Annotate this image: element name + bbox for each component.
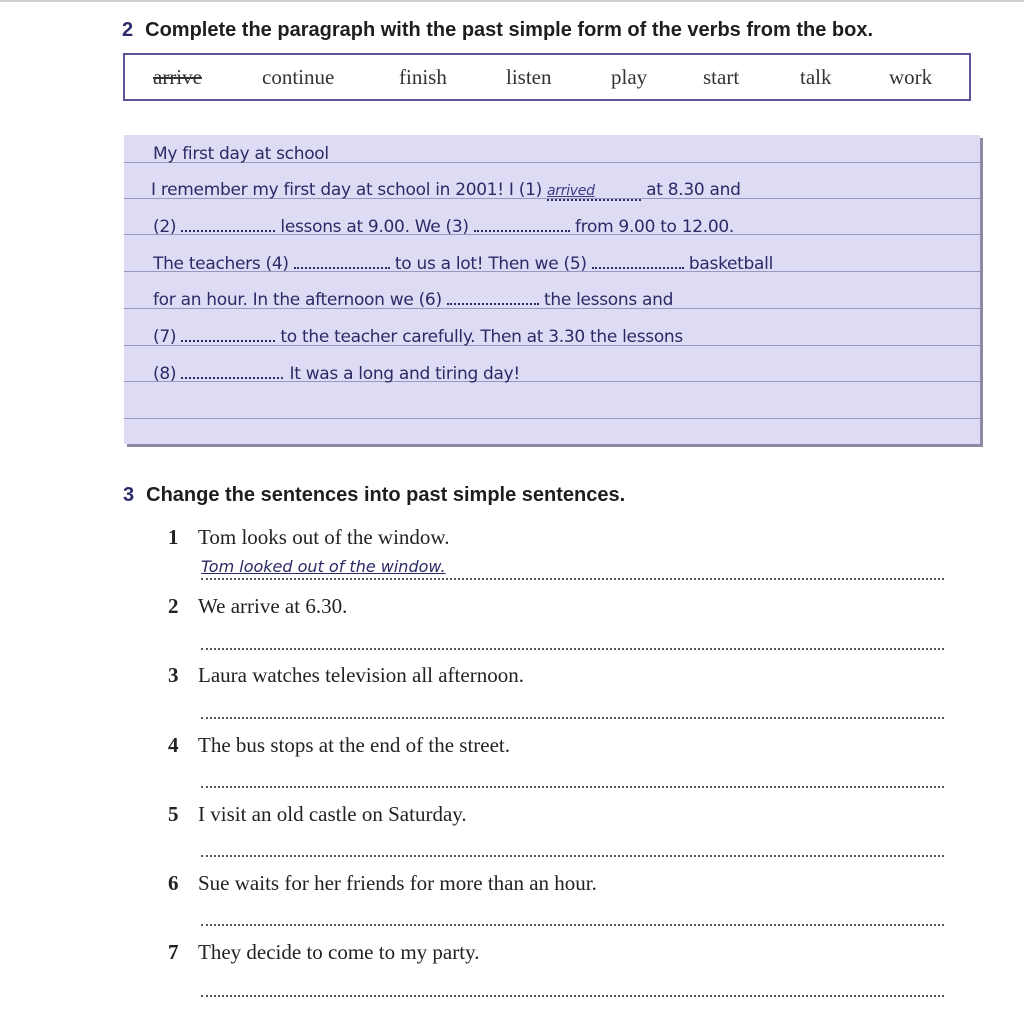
paragraph-line-2: (2) lessons at 9.00. We (3) from 9.00 to 12.00. — [153, 217, 735, 237]
verb-word: continue — [262, 65, 335, 89]
verb-word: start — [703, 65, 740, 89]
sentence-item: 7 They decide to come to my party. — [168, 940, 480, 964]
paragraph-line-5: (7) to the teacher carefully. Then at 3.30 the lessons — [153, 327, 683, 347]
paragraph-line-3: The teachers (4) to us a lot! Then we (5) basketball — [153, 254, 773, 274]
sentence-item: 2 We arrive at 6.30. — [168, 594, 348, 618]
answer-line-4[interactable] — [201, 766, 944, 788]
blank-6[interactable] — [447, 289, 539, 305]
exercise-2-heading — [122, 19, 873, 42]
exercise-2-instruction: Complete the paragraph with the past simple form of the verbs from the box. — [145, 19, 874, 41]
sentence-item: 5 I visit an old castle on Saturday. — [168, 802, 467, 826]
verb-word: finish — [399, 65, 447, 89]
exercise-2-number: 2 — [122, 19, 134, 41]
notebook-paragraph — [124, 135, 980, 444]
exercise-3-number: 3 — [123, 484, 135, 506]
exercise-3-heading — [123, 484, 625, 507]
paragraph-line-1: I remember my first day at school in 2001! I (1) arrived at 8.30 and — [151, 180, 741, 200]
sentence-item: 6 Sue waits for her friends for more than an hour. — [168, 871, 597, 895]
sentence-item: 4 The bus stops at the end of the street. — [168, 733, 511, 757]
verb-box — [123, 53, 971, 101]
verb-word: play — [611, 65, 648, 89]
note-title: My first day at school — [153, 144, 329, 164]
answer-line-1[interactable] — [201, 558, 944, 580]
sentence-item: 1 Tom looks out of the window. — [168, 525, 450, 549]
ruled-line — [124, 418, 980, 419]
blank-7[interactable] — [181, 326, 275, 342]
answer-line-2[interactable] — [201, 628, 944, 650]
paragraph-line-4: for an hour. In the afternoon we (6) the lessons and — [153, 290, 674, 310]
verb-word: talk — [800, 65, 832, 89]
paragraph-line-6: (8) . It was a long and tiring day! — [153, 364, 520, 384]
answer-line-5[interactable] — [201, 835, 944, 857]
handwritten-answer-1: arrived — [547, 183, 641, 201]
blank-2[interactable] — [181, 216, 275, 232]
top-border — [0, 0, 1024, 2]
blank-5[interactable] — [592, 253, 684, 269]
verb-word: listen — [506, 65, 552, 89]
answer-line-6[interactable] — [201, 904, 944, 926]
example-answer: Tom looked out of the window. — [201, 557, 446, 576]
answer-line-3[interactable] — [201, 697, 944, 719]
verb-word: arrive — [153, 65, 202, 89]
verb-word: work — [889, 65, 933, 89]
sentence-item: 3 Laura watches television all afternoon. — [168, 663, 524, 687]
blank-4[interactable] — [294, 253, 390, 269]
blank-3[interactable] — [474, 216, 570, 232]
exercise-3-instruction: Change the sentences into past simple sentences. — [146, 484, 626, 506]
blank-8[interactable] — [181, 363, 279, 379]
answer-line-7[interactable] — [201, 975, 944, 997]
